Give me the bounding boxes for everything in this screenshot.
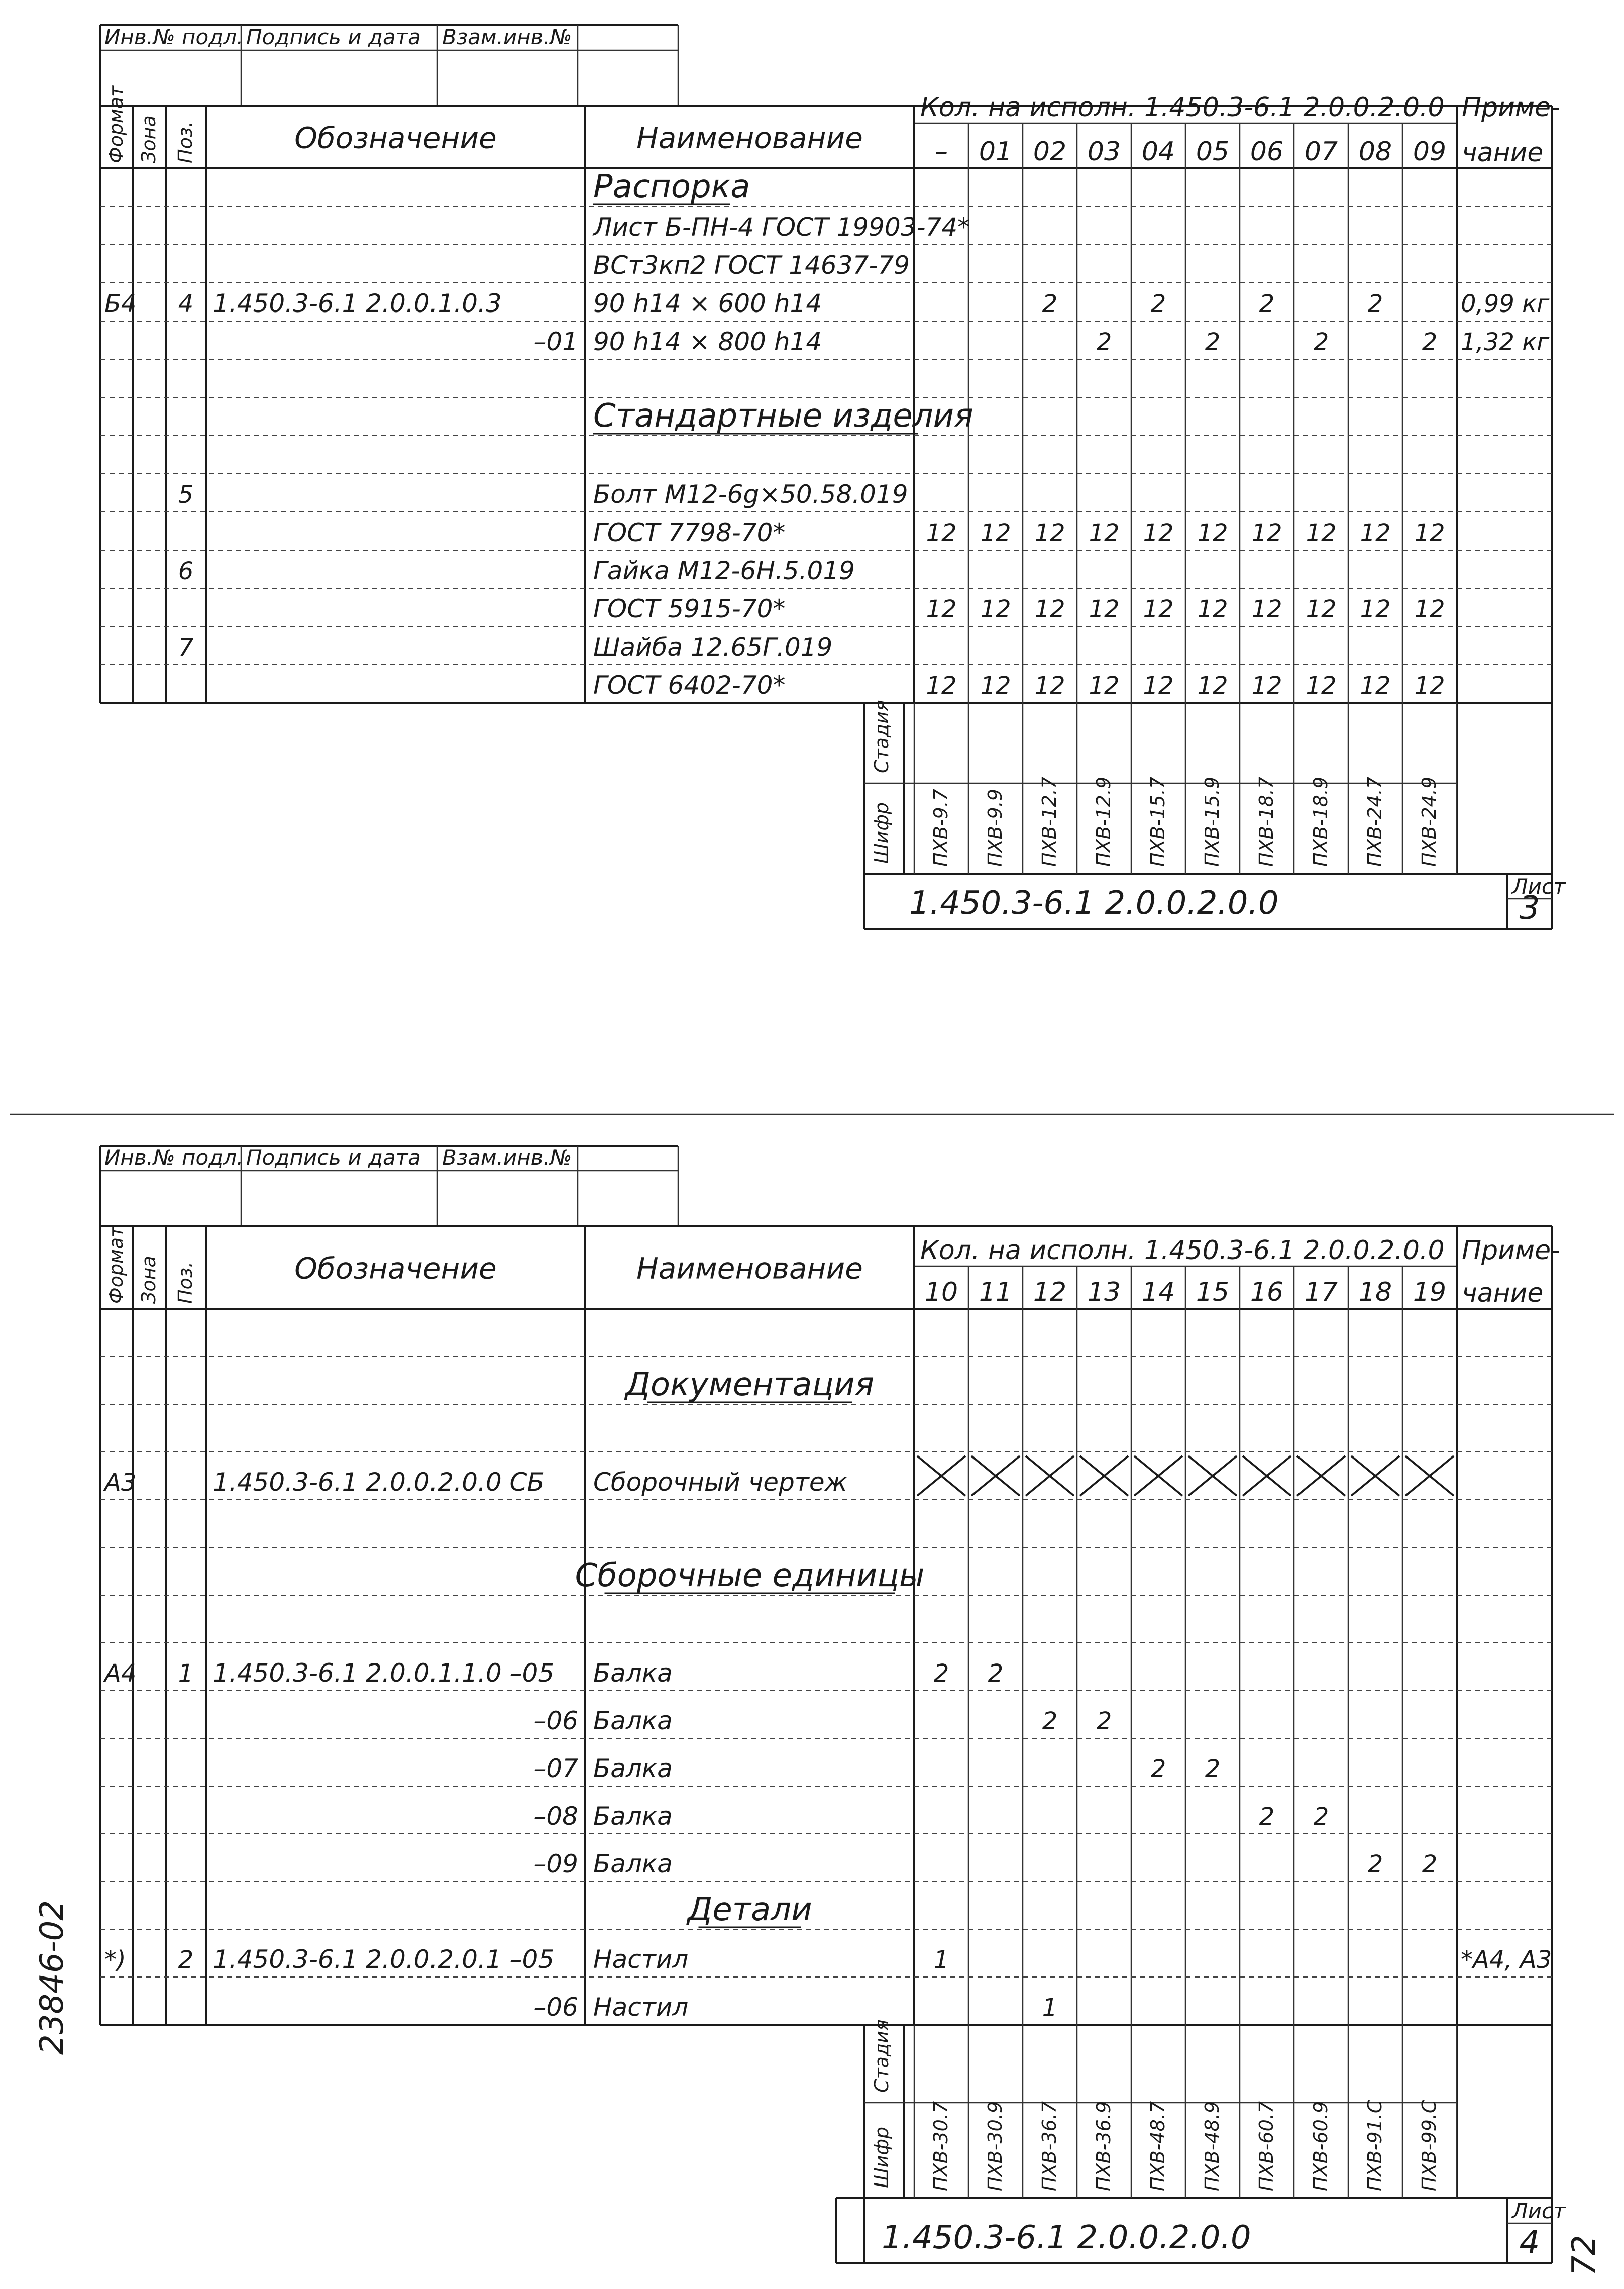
stamp-replace-label: Взам.инв.№: [442, 1145, 572, 1170]
qty-cell: 12: [1034, 519, 1065, 547]
row-name: 90 h14 × 600 h14: [593, 289, 822, 318]
qty-cell: 12: [1197, 519, 1228, 547]
row-name: Болт М12-6g×50.58.019: [593, 480, 908, 509]
qty-cell: 12: [1089, 672, 1120, 700]
header-variant: 09: [1413, 137, 1447, 167]
sheet1-specification: [100, 25, 1566, 929]
row-designation: 1.450.3-6.1 2.0.0.1.1.0 –05: [213, 1658, 555, 1688]
header-zone: Зона: [138, 115, 160, 163]
row-name: Гайка М12-6Н.5.019: [593, 556, 855, 585]
qty-cell: 12: [1360, 595, 1391, 623]
row-pos: 5: [178, 481, 194, 509]
header-note: Приме-: [1462, 1235, 1560, 1266]
footer-cipher-code: ПХВ-36.7: [1038, 2101, 1060, 2191]
header-variant: 15: [1196, 1277, 1230, 1307]
header-pos: Поз.: [174, 1261, 196, 1304]
qty-cell: 12: [926, 519, 957, 547]
row-note: *А4, А3: [1461, 1946, 1552, 1974]
row-designation: –08: [533, 1802, 578, 1831]
row-designation: 1.450.3-6.1 2.0.0.2.0.0 СБ: [213, 1468, 545, 1497]
footer-cipher-code: ПХВ-30.9: [984, 2101, 1006, 2191]
row-format: А3: [104, 1469, 137, 1497]
qty-cell: 2: [1367, 1850, 1383, 1879]
qty-cell: 1: [1042, 1994, 1058, 2022]
qty-cell: 12: [1197, 672, 1228, 700]
stamp-signature-label: Подпись и дата: [246, 1145, 421, 1170]
qty-cell: 12: [1414, 672, 1445, 700]
footer-document-code: 1.450.3-6.1 2.0.0.2.0.0: [909, 885, 1279, 922]
qty-cell: 12: [1306, 595, 1337, 623]
footer-cipher-code: ПХВ-9.9: [984, 789, 1006, 867]
header-variant: 19: [1413, 1277, 1447, 1307]
qty-cell: 2: [1042, 290, 1058, 318]
row-name: Сборочный чертеж: [593, 1468, 847, 1497]
row-note: 0,99 кг: [1461, 290, 1550, 318]
row-pos: 4: [178, 290, 194, 318]
qty-cell: 12: [980, 519, 1011, 547]
margin-page-right: 72: [1566, 2235, 1603, 2276]
header-pos: Поз.: [174, 121, 196, 163]
footer-cipher-code: ПХВ-91.С: [1364, 2100, 1386, 2191]
header-variant: 05: [1196, 137, 1230, 167]
header-name: Наименование: [636, 121, 863, 155]
footer-cipher-code: ПХВ-9.7: [930, 789, 952, 867]
footer-sheet-number: 3: [1519, 890, 1540, 927]
qty-cell: 2: [1259, 290, 1275, 318]
row-designation: –07: [533, 1754, 578, 1783]
header-variant: 07: [1304, 137, 1338, 167]
qty-cell: 12: [1360, 519, 1391, 547]
qty-cell: 12: [1414, 595, 1445, 623]
header-variant: 03: [1087, 137, 1121, 167]
footer-cipher-code: ПХВ-12.7: [1038, 777, 1060, 867]
qty-cell: 12: [1034, 672, 1065, 700]
qty-cell: 2: [1313, 328, 1329, 356]
qty-cell: 12: [1251, 672, 1282, 700]
qty-cell: 2: [1313, 1803, 1329, 1831]
footer-cipher-code: ПХВ-15.9: [1201, 777, 1223, 867]
header-variant: 18: [1358, 1277, 1392, 1307]
row-name: Лист Б-ПН-4 ГОСТ 19903-74*: [593, 213, 970, 242]
stamp-inventory-label: Инв.№ подл.: [104, 1145, 244, 1170]
header-variant: 01: [979, 137, 1013, 167]
qty-cell: 12: [1089, 595, 1120, 623]
qty-cell: 2: [1205, 328, 1221, 356]
qty-cell: 2: [1422, 1850, 1438, 1879]
qty-cell: 12: [1251, 595, 1282, 623]
footer-cipher-code: ПХВ-24.9: [1418, 777, 1440, 867]
header-qty: Кол. на исполн. 1.450.3-6.1 2.0.0.2.0.0: [920, 92, 1445, 123]
row-designation: –09: [533, 1849, 578, 1879]
row-name: Балка: [593, 1802, 673, 1831]
sheet2-specification: [100, 1145, 1566, 2263]
qty-cell: 12: [926, 672, 957, 700]
footer-cipher: Шифр: [871, 802, 893, 864]
qty-cell: 1: [933, 1946, 949, 1974]
header-note-2: чание: [1462, 1278, 1544, 1308]
row-name: ГОСТ 7798-70*: [593, 518, 786, 547]
footer-document-code: 1.450.3-6.1 2.0.0.2.0.0: [882, 2219, 1251, 2256]
qty-cell: 12: [1251, 519, 1282, 547]
header-variant: 06: [1250, 137, 1284, 167]
stamp-signature-label: Подпись и дата: [246, 25, 421, 49]
row-name: ВСт3кп2 ГОСТ 14637-79: [593, 251, 910, 280]
row-name: Балка: [593, 1658, 673, 1688]
footer-cipher-code: ПХВ-30.7: [930, 2101, 952, 2191]
row-name: 90 h14 × 800 h14: [593, 327, 822, 356]
margin-inventory-number: 23846-02: [34, 1900, 71, 2055]
row-designation: 1.450.3-6.1 2.0.0.1.0.3: [213, 289, 502, 318]
qty-cell: 12: [1197, 595, 1228, 623]
qty-cell: 2: [1259, 1803, 1275, 1831]
qty-cell: 2: [1205, 1755, 1221, 1783]
row-designation: 1.450.3-6.1 2.0.0.2.0.1 –05: [213, 1945, 555, 1974]
row-name: Шайба 12.65Г.019: [593, 633, 833, 662]
footer-sheet-label: Лист: [1512, 874, 1566, 899]
qty-cell: 2: [988, 1659, 1004, 1688]
header-zone: Зона: [138, 1256, 160, 1304]
footer-sheet-label: Лист: [1512, 2199, 1566, 2223]
footer-cipher-code: ПХВ-12.9: [1093, 777, 1115, 867]
header-variant: 14: [1141, 1277, 1175, 1307]
qty-cell: 2: [1042, 1707, 1058, 1735]
footer-cipher-code: ПХВ-99.С: [1418, 2100, 1440, 2191]
row-name: Стандартные изделия: [593, 397, 973, 435]
footer-stage: Стадия: [871, 700, 893, 773]
header-format: Формат: [105, 1226, 127, 1304]
row-pos: 6: [178, 557, 194, 585]
footer-cipher-code: ПХВ-24.7: [1364, 777, 1386, 867]
header-qty: Кол. на исполн. 1.450.3-6.1 2.0.0.2.0.0: [920, 1235, 1445, 1266]
qty-cell: 12: [1143, 672, 1174, 700]
footer-cipher-code: ПХВ-36.9: [1093, 2101, 1115, 2191]
header-variant: 08: [1358, 137, 1392, 167]
qty-cell: 12: [1306, 672, 1337, 700]
header-designation: Обозначение: [294, 121, 497, 155]
row-name: Распорка: [593, 168, 750, 205]
row-name: Балка: [593, 1849, 673, 1879]
header-variant: 17: [1304, 1277, 1338, 1307]
qty-cell: 2: [1150, 290, 1166, 318]
header-designation: Обозначение: [294, 1251, 497, 1286]
header-note: Приме-: [1462, 92, 1560, 123]
qty-cell: 12: [1143, 519, 1174, 547]
footer-cipher-code: ПХВ-60.7: [1255, 2101, 1277, 2191]
header-name: Наименование: [636, 1251, 863, 1286]
row-name: Документация: [625, 1366, 875, 1403]
qty-cell: 12: [1414, 519, 1445, 547]
row-name: Настил: [593, 1945, 689, 1974]
qty-cell: 2: [1367, 290, 1383, 318]
header-variant: 10: [924, 1277, 958, 1307]
footer-cipher-code: ПХВ-48.9: [1201, 2101, 1223, 2191]
header-variant: 04: [1141, 137, 1175, 167]
header-note-2: чание: [1462, 138, 1544, 168]
row-name: ГОСТ 6402-70*: [593, 671, 786, 700]
qty-cell: 2: [1096, 328, 1112, 356]
footer-cipher-code: ПХВ-48.7: [1147, 2101, 1169, 2191]
qty-cell: 12: [980, 672, 1011, 700]
row-designation: –06: [533, 1993, 578, 2022]
footer-cipher: Шифр: [871, 2127, 893, 2188]
qty-cell: 12: [980, 595, 1011, 623]
footer-cipher-code: ПХВ-18.7: [1255, 777, 1277, 867]
qty-cell: 2: [1150, 1755, 1166, 1783]
row-designation: –01: [533, 327, 578, 356]
qty-cell: 12: [1034, 595, 1065, 623]
row-name: ГОСТ 5915-70*: [593, 594, 786, 623]
footer-sheet-number: 4: [1519, 2224, 1540, 2261]
stamp-replace-label: Взам.инв.№: [442, 25, 572, 49]
row-pos: 1: [178, 1659, 194, 1688]
stamp-inventory-label: Инв.№ подл.: [104, 25, 244, 49]
footer-cipher-code: ПХВ-60.9: [1310, 2101, 1332, 2191]
row-name: Сборочные единицы: [575, 1557, 925, 1594]
row-name: Настил: [593, 1993, 689, 2022]
qty-cell: 12: [926, 595, 957, 623]
header-variant: 13: [1087, 1277, 1121, 1307]
header-variant: 16: [1250, 1277, 1284, 1307]
header-variant: 12: [1033, 1277, 1067, 1307]
footer-cipher-code: ПХВ-15.7: [1147, 777, 1169, 867]
row-name: Детали: [687, 1891, 812, 1928]
footer-stage: Стадия: [871, 2019, 893, 2093]
row-format: Б4: [104, 290, 137, 318]
header-format: Формат: [105, 85, 127, 163]
row-note: 1,32 кг: [1461, 328, 1550, 356]
header-variant: 11: [979, 1277, 1013, 1307]
row-format: *): [104, 1946, 126, 1974]
row-name: Балка: [593, 1706, 673, 1735]
qty-cell: 2: [933, 1659, 949, 1688]
qty-cell: 12: [1306, 519, 1337, 547]
header-variant: –: [935, 137, 948, 167]
qty-cell: 12: [1143, 595, 1174, 623]
qty-cell: 12: [1089, 519, 1120, 547]
qty-cell: 12: [1360, 672, 1391, 700]
row-designation: –06: [533, 1706, 578, 1735]
row-format: А4: [104, 1659, 137, 1688]
row-name: Балка: [593, 1754, 673, 1783]
row-pos: 7: [178, 634, 194, 662]
footer-cipher-code: ПХВ-18.9: [1310, 777, 1332, 867]
qty-cell: 2: [1422, 328, 1438, 356]
qty-cell: 2: [1096, 1707, 1112, 1735]
row-pos: 2: [178, 1946, 194, 1974]
header-variant: 02: [1033, 137, 1067, 167]
